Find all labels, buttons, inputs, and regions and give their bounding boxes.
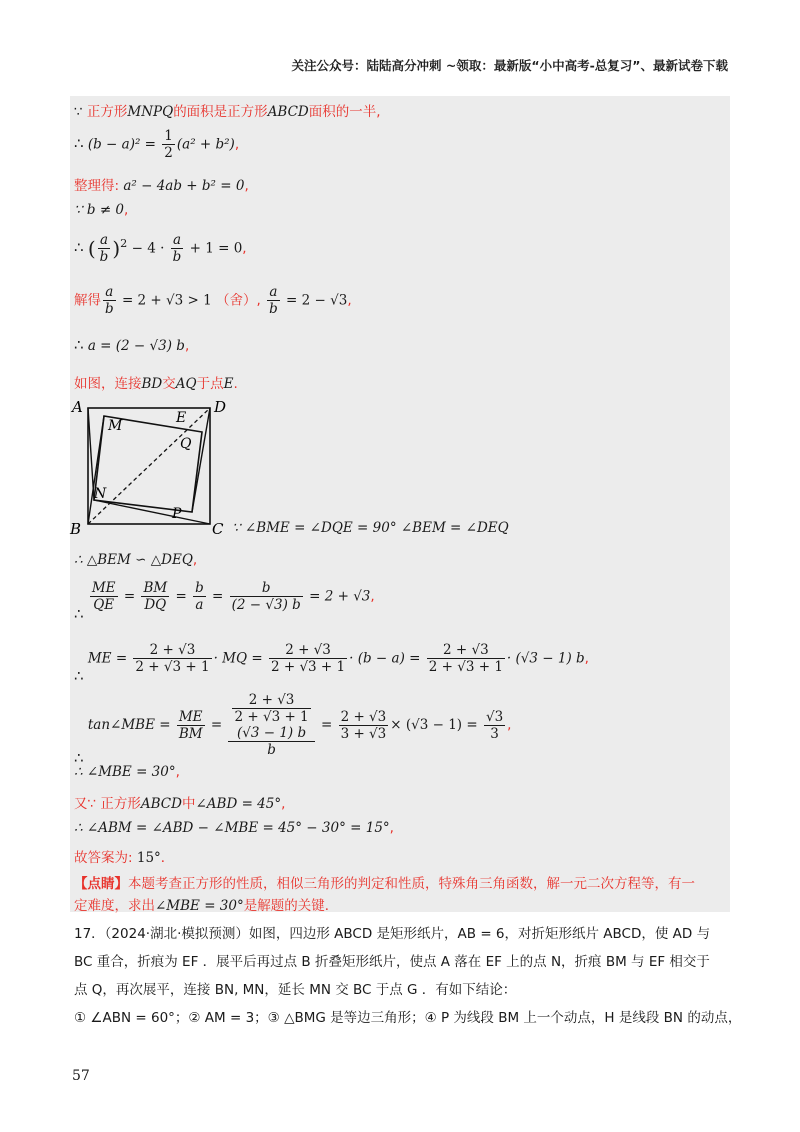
answer-line: 故答案为: 15°． [74, 850, 175, 866]
angle-equalities: ∵ ∠BME = ∠DQE = 90° ∠BEM = ∠DEQ [232, 520, 509, 536]
solution-line-6: 解得 $\frac{a}{b}$ = 2 + √3 > 1 （舍）, $\frac{a}{b}$ = 2 − √3, [74, 284, 352, 317]
label-c: C [212, 520, 224, 536]
ratio-line: ∴ $\frac{ME}{QE}$ = $\frac{BM}{DQ}$ = $\frac{b}{a}$ = $\frac{b}{(2 - √3) b}$ = 2 + √3, [74, 580, 375, 623]
label-a: A [72, 398, 83, 416]
me-line: ∴ ME = $\frac{2 + √3}{2 + √3 + 1}$ · MQ = $\frac{2 + √3}{2 + √3 + 1}$ · (b − a) = $\frac{2 + √3}{2 + √3 + 1}$ · (√3 − 1) b, [74, 642, 589, 685]
q17-line-1: 17．（2024·湖北·模拟预测）如图，四边形 ABCD 是矩形纸片，AB = 6，对折矩形纸片 ABCD，使 AD 与 [74, 926, 711, 942]
label-d: D [214, 398, 227, 416]
line-dp [192, 408, 210, 512]
page-header: 关注公众号：陆陆高分冲刺 ~领取：最新版“小中高考-总复习”、最新试卷下载 [291, 58, 728, 73]
page-number: 57 [72, 1068, 90, 1084]
tan-line: ∴ tan∠MBE = $\frac{ME}{BM}$ = 2 + √3 2 + √3 + 1 (√3 − 1) b b = $\frac{2 + √3}{3 + √3}$ × (√3 − 1) = $\frac{√3}{3}$ , [74, 692, 512, 767]
geometry-figure [66, 396, 236, 536]
label-q: Q [180, 436, 192, 452]
line-bm [88, 416, 104, 524]
solution-line-1: ∵ 正方形MNPQ的面积是正方形ABCD面积的一半, [74, 104, 381, 120]
q17-line-2: BC 重合，折痕为 EF ．展平后再过点 B 折叠矩形纸片，使点 A 落在 EF 上的点 N，折痕 BM 与 EF 相交于 [74, 954, 710, 970]
q17-line-4: ① ∠ABN = 60°；② AM = 3；③ △BMG 是等边三角形；④ P 为线段 BM 上一个动点，H 是线段 BN 的动点， [74, 1010, 742, 1026]
solution-line-7: ∴ a = (2 − √3) b, [74, 336, 190, 354]
point-line-2: 定难度，求出∠MBE = 30°是解题的关键． [74, 898, 339, 914]
label-m: M [108, 418, 123, 434]
label-p: P [172, 506, 182, 522]
solution-line-3: 整理得: a² − 4ab + b² = 0, [74, 178, 249, 194]
label-e: E [176, 410, 187, 426]
q17-line-3: 点 Q，再次展平，连接 BN, MN，延长 MN 交 BC 于点 G ．有如下结论： [74, 982, 517, 998]
label-b: B [70, 520, 82, 536]
point-line-1: 【点睛】本题考查正方形的性质，相似三角形的判定和性质，特殊角三角函数，解一元二次方程等，有一 [74, 876, 695, 892]
abd-line: 又∵ 正方形ABCD中∠ABD = 45°, [74, 796, 286, 812]
solution-line-2: ∴ (b − a)² = $\frac{1}{2}$ (a² + b²), [74, 128, 240, 161]
solution-line-8: 如图，连接BD交AQ于点E. [74, 376, 238, 392]
label-n: N [94, 486, 107, 502]
solution-line-5: ∴ ( $\frac{a}{b}$ )$^2$ − 4 · $\frac{a}{b}$ + 1 = 0, [74, 232, 247, 265]
abm-line: ∴ ∠ABM = ∠ABD − ∠MBE = 45° − 30° = 15°, [74, 820, 394, 836]
similar-triangles: ∴ △BEM ∽ △DEQ, [74, 552, 198, 568]
mbe-result: ∴ ∠MBE = 30°, [74, 764, 180, 780]
solution-line-4: ∵ b ≠ 0, [74, 202, 129, 218]
